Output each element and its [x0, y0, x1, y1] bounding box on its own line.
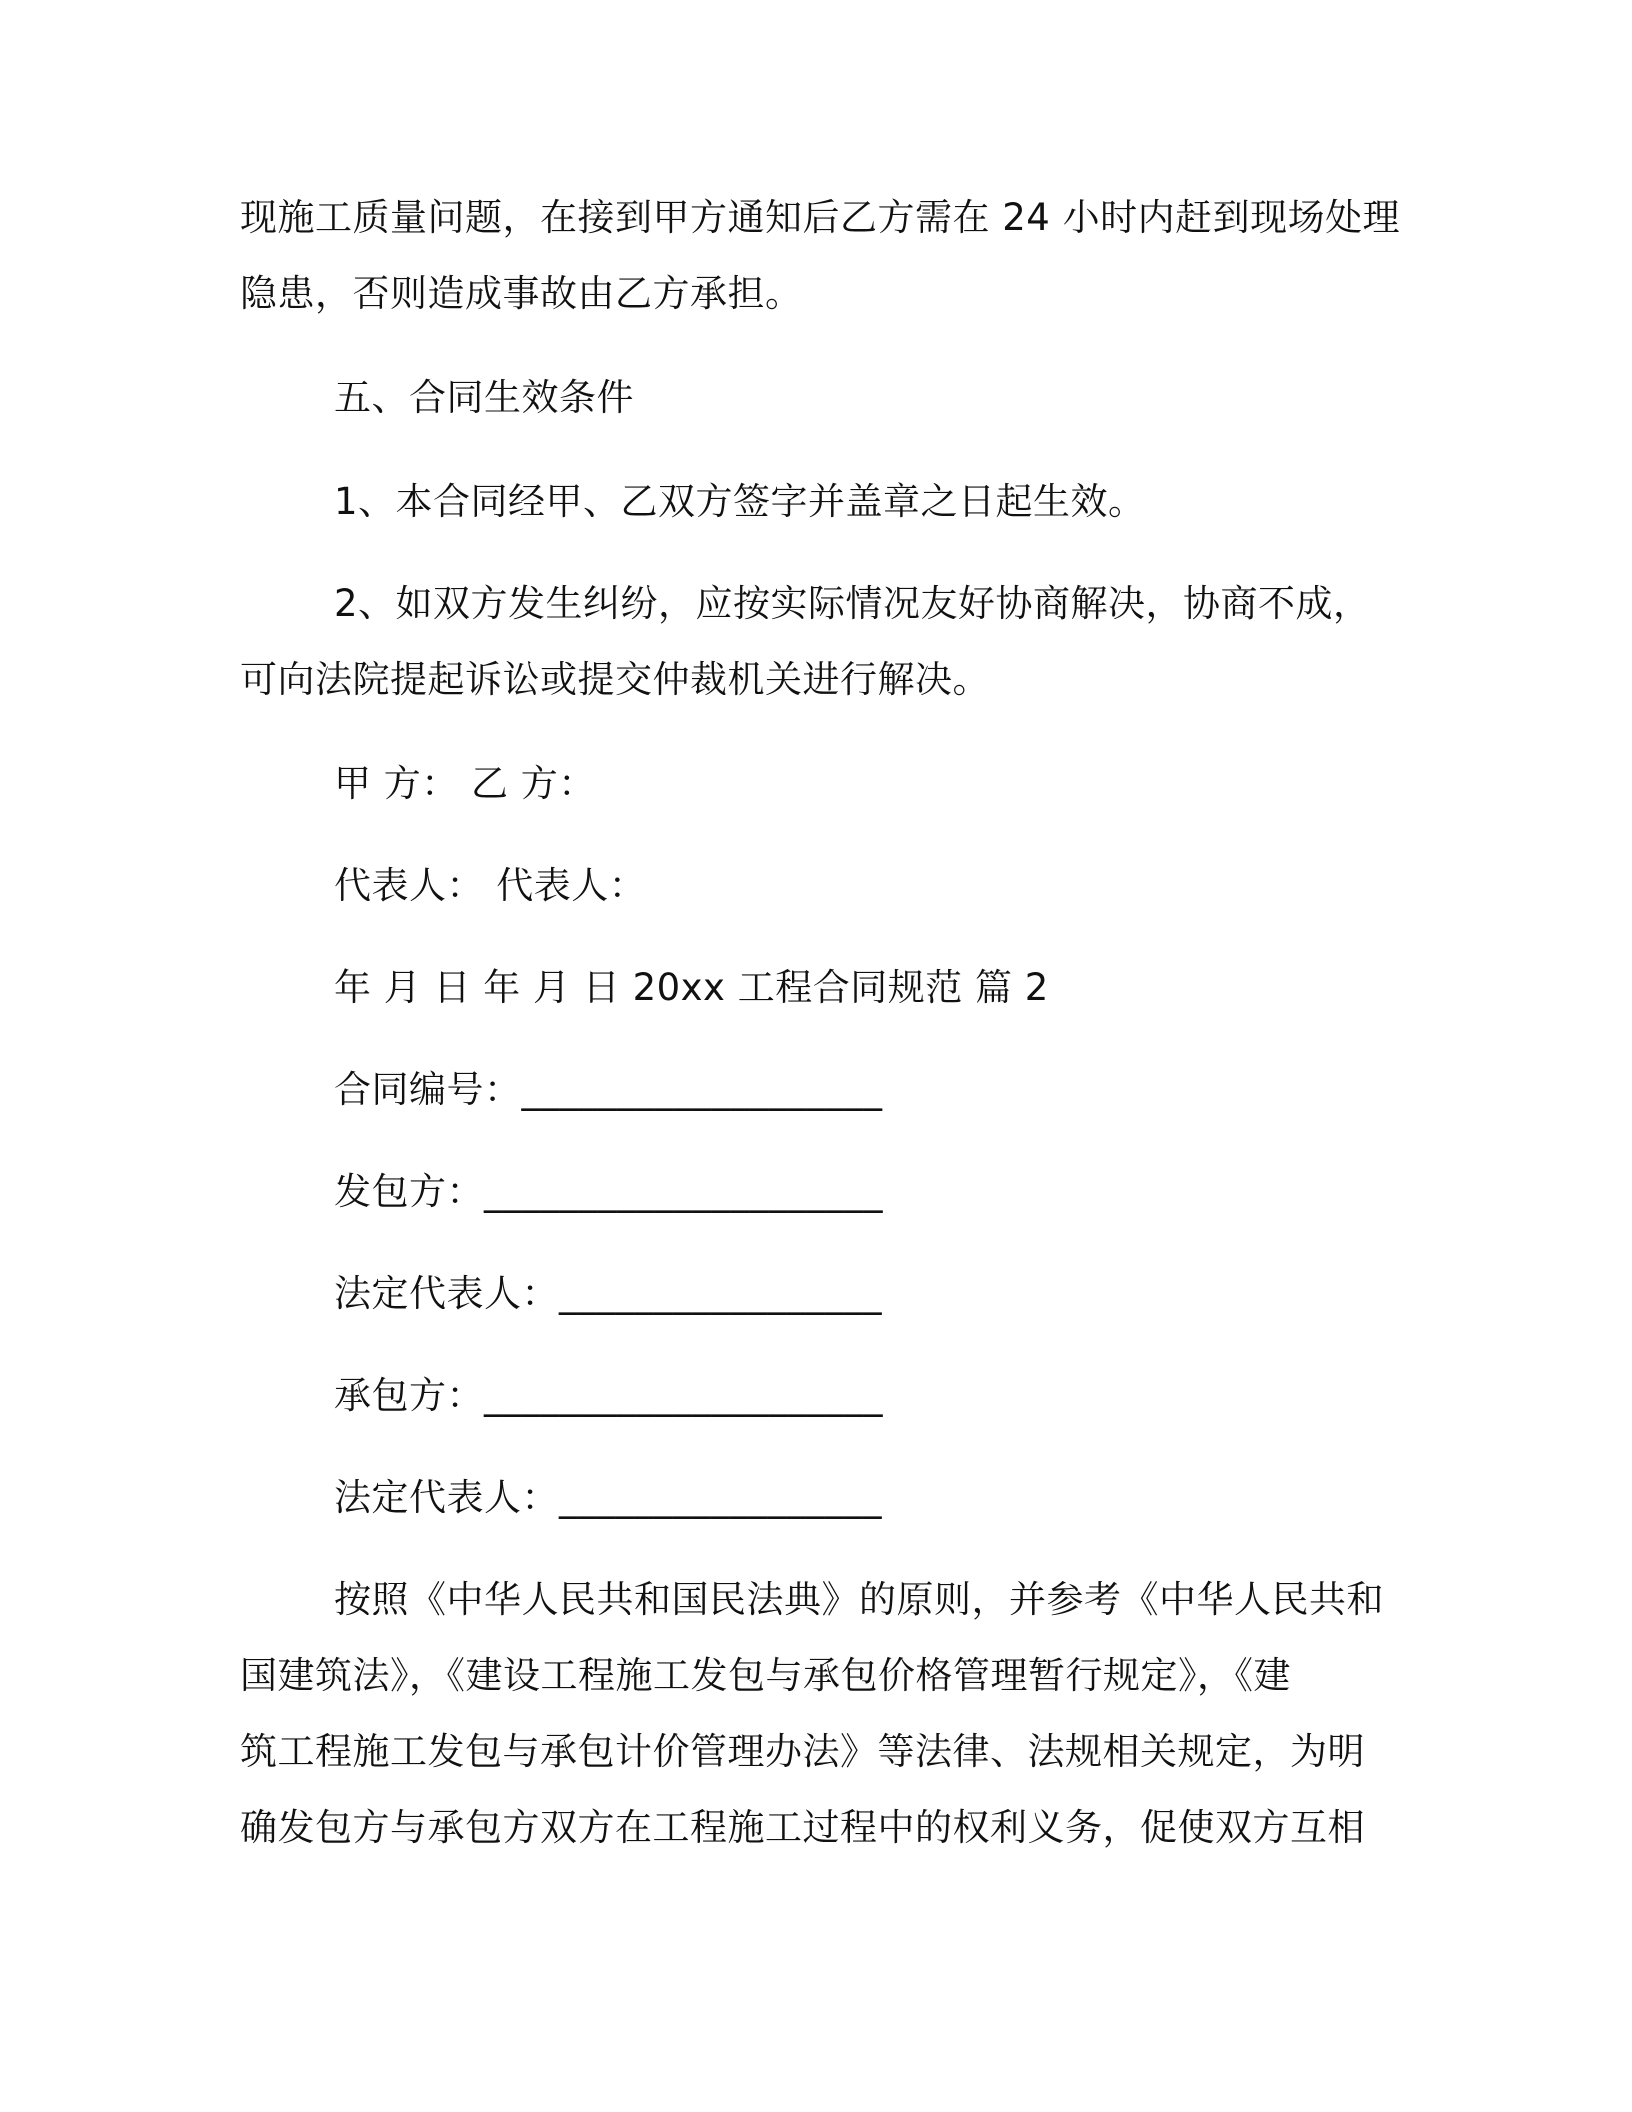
paragraph-line: 按照《中华人民共和国民法典》的原则，并参考《中华人民共和 — [334, 1578, 1384, 1621]
paragraph-line: 隐患，否则造成事故由乙方承担。 — [240, 272, 803, 315]
paragraph-line: 国建筑法》，《建设工程施工发包与承包价格管理暂行规定》，《建 — [240, 1654, 1291, 1697]
party-line: 甲 方： 乙 方： — [334, 762, 596, 805]
contractor-field: 承包方：_____________________ — [334, 1374, 883, 1417]
paragraph-line: 现施工质量问题，在接到甲方通知后乙方需在 24 小时内赶到现场处理 — [240, 196, 1401, 239]
contract-number-field: 合同编号：___________________ — [334, 1068, 883, 1111]
paragraph-line: 确发包方与承包方双方在工程施工过程中的权利义务，促使双方互相 — [240, 1806, 1365, 1849]
paragraph-line: 筑工程施工发包与承包计价管理办法》等法律、法规相关规定，为明 — [240, 1730, 1365, 1773]
clause-1: 1、本合同经甲、乙双方签字并盖章之日起生效。 — [334, 480, 1146, 523]
date-title-line: 年 月 日 年 月 日 20xx 工程合同规范 篇 2 — [334, 966, 1049, 1009]
employer-legal-rep-field: 法定代表人：_________________ — [334, 1272, 882, 1315]
employer-field: 发包方：_____________________ — [334, 1170, 883, 1213]
contractor-legal-rep-field: 法定代表人：_________________ — [334, 1476, 882, 1519]
section-heading: 五、合同生效条件 — [334, 376, 634, 419]
representative-line: 代表人： 代表人： — [334, 864, 647, 907]
paragraph-line: 可向法院提起诉讼或提交仲裁机关进行解决。 — [240, 658, 990, 701]
clause-2: 2、如双方发生纠纷，应按实际情况友好协商解决，协商不成， — [334, 582, 1371, 625]
